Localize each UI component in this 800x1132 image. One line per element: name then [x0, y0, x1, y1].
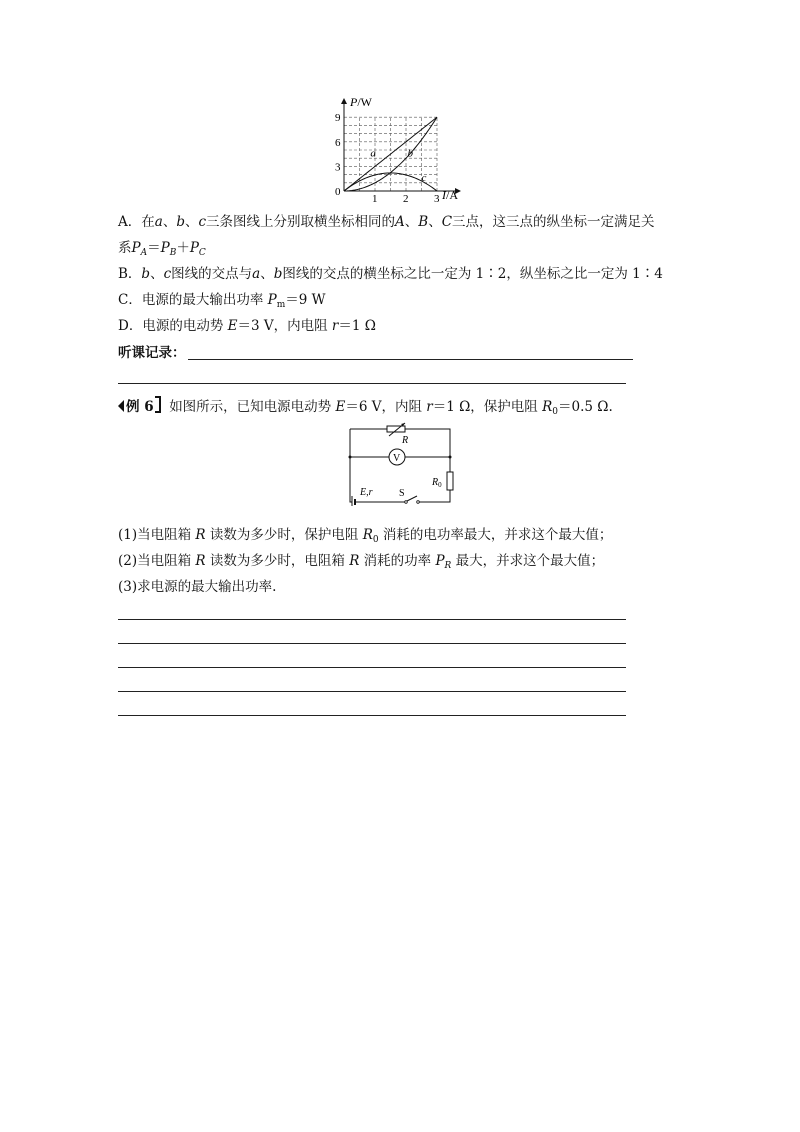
power-current-graph — [328, 93, 474, 203]
example-6-label: 例 6 — [118, 399, 161, 415]
answer-line-4[interactable] — [118, 691, 626, 692]
y-tick-label: 6 — [335, 136, 341, 149]
y-axis-label: P/W — [350, 95, 373, 109]
origin-label: 0 — [335, 186, 341, 198]
voltmeter-label: V — [393, 453, 401, 464]
answer-line-2[interactable] — [118, 643, 626, 644]
question-3: (3)求电源的最大输出功率. — [118, 579, 277, 595]
y-tick-label: 3 — [335, 161, 341, 174]
y-tick-label: 9 — [335, 112, 341, 125]
option-c: C．电源的最大输出功率 $P_m=9$ W — [118, 292, 326, 310]
example-6-statement: 例 6 如图所示，已知电源电动势 E＝6 V，内阻 r＝1 Ω，保护电阻 $R_0=0.5$ Ω. — [118, 396, 613, 416]
option-a-line2: 系$P_A=P_B+P_C$ — [118, 240, 206, 258]
notes-line-1[interactable] — [188, 359, 633, 360]
switch-icon — [407, 496, 417, 501]
answer-line-3[interactable] — [118, 667, 626, 668]
notes-line-2[interactable] — [118, 383, 626, 384]
x-axis-label: I/A — [442, 188, 458, 202]
curve-label-a: a — [370, 147, 376, 160]
question-1: (1)当电阻箱 R 读数为多少时，保护电阻 $R_0$ 消耗的电功率最大，并求这个最大值； — [118, 527, 613, 545]
x-tick-label: 3 — [434, 193, 440, 203]
curve-label-b: b — [407, 147, 414, 160]
curve-label-c: c — [421, 172, 427, 185]
battery-label: E,r — [360, 487, 373, 498]
resistor-r-label: R — [402, 435, 409, 446]
example-marker-icon — [118, 400, 124, 412]
question-2: (2)当电阻箱 R 读数为多少时，电阻箱 R 消耗的功率 $P_R$ 最大，并求这个最大值； — [118, 553, 605, 571]
notes-label: 听课记录： — [118, 345, 186, 361]
answer-line-1[interactable] — [118, 619, 626, 620]
resistor-r0-label: $R_0$ — [432, 477, 442, 489]
rheostat-icon — [387, 426, 405, 432]
x-tick-label: 1 — [372, 193, 378, 203]
switch-label: S — [399, 488, 405, 499]
circuit-diagram — [346, 422, 456, 506]
resistor-r0-icon — [447, 472, 453, 490]
option-d: D．电源的电动势 E＝3 V，内电阻 r＝1 Ω — [118, 318, 376, 334]
x-tick-label: 2 — [403, 193, 409, 203]
option-a-line1: A．在a、b、c三条图线上分别取横坐标相同的A、B、C三点，这三点的纵坐标一定满足关 — [118, 214, 655, 230]
answer-line-5[interactable] — [118, 715, 626, 716]
option-b: B．b、c图线的交点与a、b图线的交点的横坐标之比一定为 1∶2，纵坐标之比一定为 1∶4 — [118, 266, 663, 282]
